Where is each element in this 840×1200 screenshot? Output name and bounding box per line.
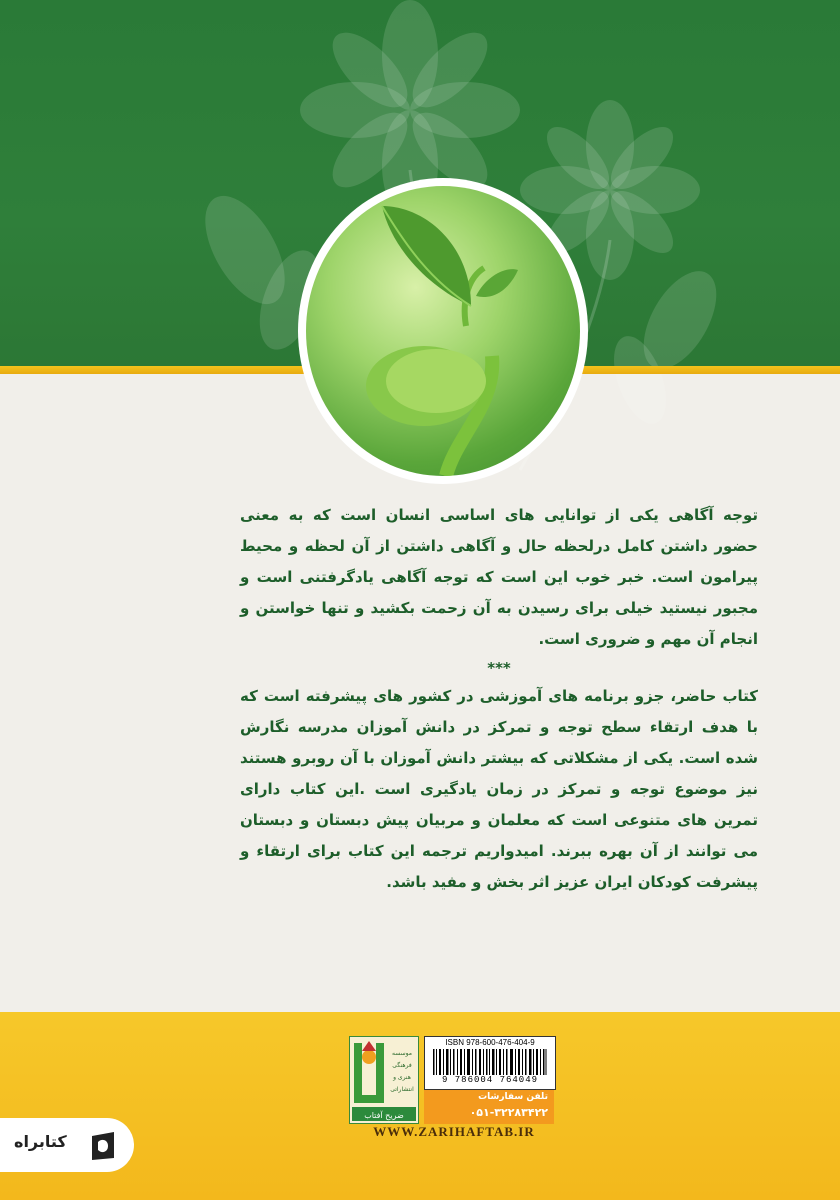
description-paragraph-1: توجه آگاهی یکی از توانایی های اساسی انسان است که به معنی حضور داشتن کامل درلحظه حال و آگاهی داشتن از آن لحظه و محیط پیرامون است. خبر خوب این است که توجه آگاهی یادگرفتنی است و مجبور نیستید خیلی برای رسیدن به آن زحمت بکشید و تنها خواستن و انجام آن مهم و ضروری است.: [240, 506, 758, 648]
section-separator: ***: [487, 659, 511, 677]
svg-text:هنری و: هنری و: [393, 1074, 411, 1081]
order-phone-label: تلفن سفارشات: [478, 1092, 548, 1102]
svg-text:موسسه: موسسه: [392, 1050, 412, 1057]
order-phone-number: ۰۵۱-۳۲۲۸۳۴۲۲: [469, 1106, 548, 1119]
sprout-photo: [306, 186, 580, 476]
sprout-illustration: [306, 186, 580, 476]
barcode-number: 9 786004 764049: [441, 1075, 538, 1085]
barcode-icon: [433, 1049, 547, 1075]
sprout-photo-frame: [300, 180, 586, 482]
svg-text:ضریح آفتاب: ضریح آفتاب: [364, 1111, 404, 1120]
svg-text:انتشاراتی: انتشاراتی: [390, 1086, 414, 1093]
publisher-logo: [349, 1036, 419, 1124]
svg-text:فرهنگی: فرهنگی: [392, 1062, 412, 1069]
bottom-yellow-band: [0, 1012, 840, 1200]
ketabrah-label: کتابراه: [14, 1132, 67, 1151]
isbn-barcode-box: [424, 1036, 556, 1090]
publisher-website[interactable]: WWW.ZARIHAFTAB.IR: [373, 1124, 535, 1139]
publisher-logo-icon: [350, 1037, 418, 1123]
ketabrah-watermark: [0, 1118, 134, 1172]
back-cover-description: [240, 500, 758, 898]
isbn-label: ISBN 978-600-476-404-9: [445, 1038, 535, 1047]
description-paragraph-2: کتاب حاضر، جزو برنامه های آموزشی در کشور های پیشرفته است که با هدف ارتقاء سطح توجه و تمرکز در دانش آموزان مدرسه نگارش شده است. یکی از مشکلاتی که بیشتر دانش آموزان با آن روبرو هستند نیز موضوع توجه و تمرکز در زمان یادگیری است .این کتاب دارای تمرین های متنوعی است که معلمان و مربیان پیش دبستان و دبستان می توانند از آن بهره ببرند. امیدواریم ترجمه این کتاب برای ارتقاء و پیشرفت کودکان ایران عزیز اثر بخش و مفید باشد.: [240, 687, 758, 891]
ketabrah-logo-icon: [86, 1128, 122, 1164]
order-phone-box: [424, 1090, 554, 1124]
